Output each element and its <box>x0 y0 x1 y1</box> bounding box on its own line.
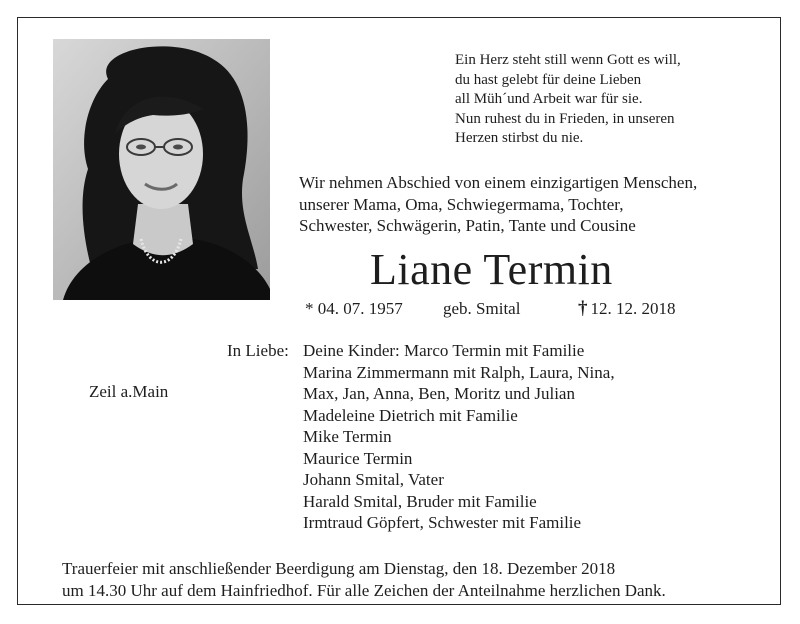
farewell-intro <box>299 172 697 237</box>
portrait-image <box>53 39 270 300</box>
mourners-list <box>303 340 615 534</box>
death-date: 12. 12. 2018 <box>590 299 676 318</box>
intro-line: unserer Mama, Oma, Schwiegermama, Tochter, <box>299 194 624 214</box>
poem-line: du hast gelebt für deine Lieben <box>455 71 642 88</box>
birth-date: * 04. 07. 1957 <box>305 299 403 318</box>
maiden-name: geb. Smital <box>443 299 521 318</box>
intro-line: Schwester, Schwägerin, Patin, Tante und Cousine <box>299 216 636 235</box>
mourner-line: Madeleine Dietrich mit Familie <box>303 405 518 425</box>
mourner-line: Johann Smital, Vater <box>303 470 444 489</box>
deceased-name: Liane Termin <box>370 245 613 294</box>
poem-line: Ein Herz steht still wenn Gott es will, <box>455 52 681 68</box>
mourner-line: Marina Zimmermann mit Ralph, Laura, Nina, <box>303 362 615 382</box>
place-of-residence: Zeil a.Main <box>89 382 169 401</box>
poem-line: Herzen stirbst du nie. <box>455 130 584 146</box>
death-date-group <box>578 298 676 320</box>
cross-icon: † <box>578 298 588 319</box>
poem <box>455 51 681 149</box>
portrait-photo <box>53 39 270 300</box>
mourner-line: Maurice Termin <box>303 448 413 468</box>
footer-line: Trauerfeier mit anschließender Beerdigung am Dienstag, den 18. Dezember 2018 <box>62 559 616 578</box>
poem-line: Nun ruhest du in Frieden, in unseren <box>455 110 675 127</box>
mourner-line: Mike Termin <box>303 427 392 446</box>
mourner-line: Irmtraud Göpfert, Schwester mit Familie <box>303 513 582 532</box>
funeral-notice <box>62 558 666 601</box>
footer-line: um 14.30 Uhr auf dem Hainfriedhof. Für alle Zeichen der Anteilnahme herzlichen Dank. <box>62 580 666 600</box>
mourner-line: Harald Smital, Bruder mit Familie <box>303 491 537 511</box>
mourners-label: In Liebe: <box>227 341 289 360</box>
intro-line: Wir nehmen Abschied von einem einzigartigen Menschen, <box>299 173 698 192</box>
poem-line: all Müh´und Arbeit war für sie. <box>455 91 643 107</box>
mourner-line: Deine Kinder: Marco Termin mit Familie <box>303 341 585 360</box>
mourner-line: Max, Jan, Anna, Ben, Moritz und Julian <box>303 384 575 403</box>
